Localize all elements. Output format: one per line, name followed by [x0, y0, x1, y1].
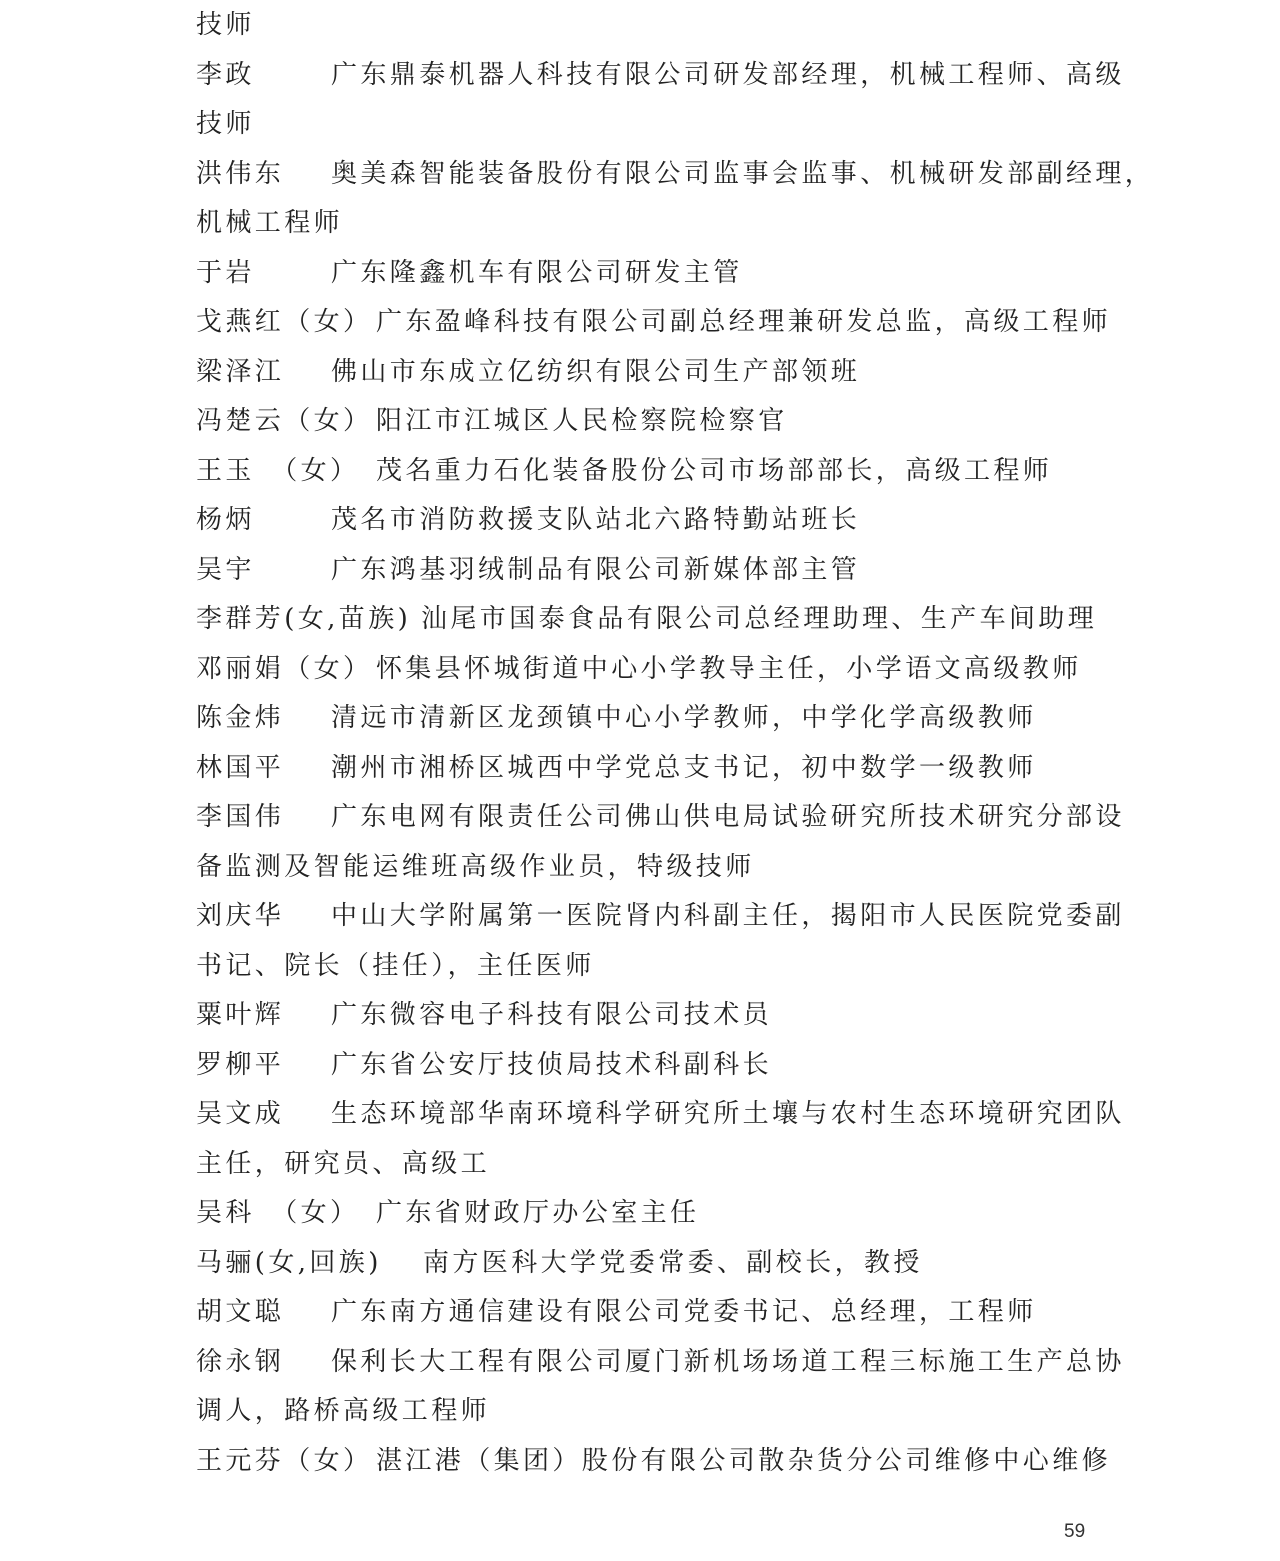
person-description: 生态环境部华南环境科学研究所土壤与农村生态环境研究团队: [331, 1099, 1125, 1129]
page-number: 59: [1064, 1521, 1086, 1542]
person-name: 李政: [196, 60, 255, 90]
text-line: [196, 500, 861, 540]
person-description: 南方医科大学党委常委、副校长，教授: [423, 1248, 923, 1278]
person-name: 技师: [196, 109, 255, 139]
person-name: 胡文聪: [196, 1297, 285, 1327]
person-name: 马骊(女,回族): [196, 1248, 382, 1278]
text-line: [196, 5, 255, 45]
person-description: 广东鼎泰机器人科技有限公司研发部经理，机械工程师、高级: [331, 60, 1125, 90]
person-description: 广东隆鑫机车有限公司研发主管: [331, 258, 743, 288]
text-line: [196, 748, 1037, 788]
continuation-text: 主任，研究员、高级工: [196, 1149, 491, 1179]
text-line: [196, 1391, 490, 1431]
person-name: 洪伟东: [196, 159, 285, 189]
person-description: 清远市清新区龙颈镇中心小学教师，中学化学高级教师: [331, 703, 1037, 733]
person-name: 于岩: [196, 258, 255, 288]
person-description: 湛江港（集团）股份有限公司散杂货分公司维修中心维修: [376, 1446, 1112, 1476]
person-description: 阳江市江城区人民检察院检察官: [376, 406, 788, 436]
person-name: 吴科 （女）: [196, 1198, 360, 1228]
person-description: 广东电网有限责任公司佛山供电局试验研究所技术研究分部设: [331, 802, 1125, 832]
person-description: 广东省财政厅办公室主任: [376, 1198, 700, 1228]
text-line: [196, 1342, 1125, 1382]
continuation-text: 调人，路桥高级工程师: [196, 1396, 491, 1426]
person-name: 李国伟: [196, 802, 285, 832]
person-name: 陈金炜: [196, 703, 285, 733]
text-line: [196, 649, 1082, 689]
text-line: [196, 1193, 700, 1233]
text-line: [196, 451, 1053, 491]
text-line: [196, 1045, 773, 1085]
person-name: 杨炳: [196, 505, 255, 535]
person-description: 保利长大工程有限公司厦门新机场场道工程三标施工生产总协: [331, 1347, 1125, 1377]
person-name: 王元芬（女）: [196, 1446, 373, 1476]
person-name: 王玉 （女）: [196, 456, 360, 486]
text-line: [196, 104, 255, 144]
text-line: [196, 550, 861, 590]
person-name: 徐永钢: [196, 1347, 285, 1377]
person-name: 吴宇: [196, 555, 255, 585]
person-name: 邓丽娟（女）: [196, 654, 373, 684]
person-name: 李群芳(女,苗族): [196, 604, 412, 634]
text-line: [196, 995, 773, 1035]
person-name: 刘庆华: [196, 901, 285, 931]
person-name: 技师: [196, 10, 255, 40]
person-name: 粟叶辉: [196, 1000, 285, 1030]
text-line: [196, 698, 1037, 738]
person-description: 潮州市湘桥区城西中学党总支书记，初中数学一级教师: [331, 753, 1037, 783]
person-name: 林国平: [196, 753, 285, 783]
person-name: 冯楚云（女）: [196, 406, 373, 436]
text-line: [196, 946, 595, 986]
text-line: [196, 847, 755, 887]
text-line: [196, 253, 743, 293]
text-line: [196, 1292, 1037, 1332]
person-description: 中山大学附属第一医院肾内科副主任，揭阳市人民医院党委副: [331, 901, 1125, 931]
text-line: [196, 797, 1125, 837]
person-name: 机械工程师: [196, 208, 344, 238]
continuation-text: 备监测及智能运维班高级作业员，特级技师: [196, 852, 755, 882]
text-line: [196, 896, 1125, 936]
person-name: 梁泽江: [196, 357, 285, 387]
text-line: [196, 1144, 490, 1184]
text-line: [196, 203, 343, 243]
text-line: [196, 55, 1125, 95]
person-name: 戈燕红（女）: [196, 307, 373, 337]
continuation-text: 书记、院长（挂任），主任医师: [196, 951, 595, 981]
text-line: [196, 352, 861, 392]
person-description: 广东鸿基羽绒制品有限公司新媒体部主管: [331, 555, 861, 585]
person-name: 罗柳平: [196, 1050, 285, 1080]
person-description: 汕尾市国泰食品有限公司总经理助理、生产车间助理: [421, 604, 1098, 634]
text-line: [196, 599, 1098, 639]
text-line: [196, 401, 788, 441]
person-description: 广东微容电子科技有限公司技术员: [331, 1000, 773, 1030]
person-description: 奥美森智能装备股份有限公司监事会监事、机械研发部副经理，: [331, 159, 1155, 189]
person-name: 吴文成: [196, 1099, 285, 1129]
text-line: [196, 1243, 923, 1283]
person-description: 广东南方通信建设有限公司党委书记、总经理，工程师: [331, 1297, 1037, 1327]
text-line: [196, 1094, 1125, 1134]
text-line: [196, 1441, 1112, 1481]
text-line: [196, 154, 1155, 194]
person-description: 茂名市消防救援支队站北六路特勤站班长: [331, 505, 861, 535]
person-description: 佛山市东成立亿纺织有限公司生产部领班: [331, 357, 861, 387]
person-description: 怀集县怀城街道中心小学教导主任，小学语文高级教师: [376, 654, 1082, 684]
person-description: 茂名重力石化装备股份公司市场部部长，高级工程师: [376, 456, 1053, 486]
person-description: 广东盈峰科技有限公司副总经理兼研发总监，高级工程师: [376, 307, 1112, 337]
person-description: 广东省公安厅技侦局技术科副科长: [331, 1050, 773, 1080]
text-line: [196, 302, 1112, 342]
